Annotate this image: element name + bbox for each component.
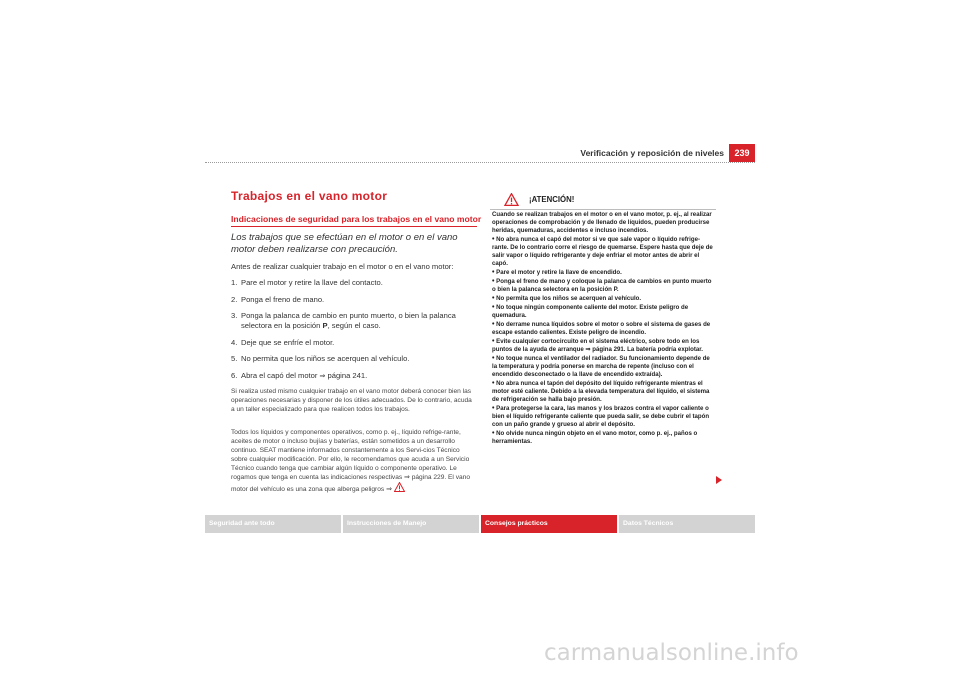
step-text: Ponga el freno de mano. (241, 294, 325, 304)
footer-tab-consejos[interactable]: Consejos prácticos (481, 515, 617, 533)
bullet-icon: • (492, 321, 495, 328)
warning-item-text: No toque nunca el ventilador del radiador. Su funcionamiento depende de la temperatura y podría ponerse en marcha de repente (incluso con el encendido desconectado o la llave de encendido extraída). (492, 355, 710, 378)
page-ref-arrow: ⇒ (404, 473, 410, 481)
list-item (231, 371, 477, 381)
step-number: 6. (231, 370, 238, 380)
list-item (231, 338, 477, 348)
warning-item (492, 304, 714, 320)
step-text: No permita que los niños se acerquen al vehículo. (241, 354, 410, 363)
step-number: 2. (231, 294, 238, 304)
warning-title: ¡ATENCIÓN! (529, 195, 575, 204)
step-number: 1. (231, 278, 238, 287)
steps-list (231, 278, 477, 387)
warning-item (492, 405, 714, 429)
list-item (231, 311, 477, 331)
bullet-icon: • (492, 355, 495, 362)
warning-item (492, 355, 714, 379)
warning-item-text: No permita que los niños se acerquen al vehículo. (496, 295, 642, 302)
page-ref-arrow: ⇒ (319, 371, 326, 380)
warning-intro: Cuando se realizan trabajos en el motor o en el vano motor, p. ej., al realizar operaciones de comprobación y de llenado de líquidos, pueden producirse heridas, quemaduras, accidentes e incluso incendios. (492, 211, 712, 234)
page-ref-link[interactable]: página 229. El vano motor del vehículo es una zona que alberga peligros (231, 474, 471, 493)
list-item (231, 354, 477, 364)
warning-item (492, 269, 714, 277)
warning-item-text: No derrame nunca líquidos sobre el motor o sobre el sistema de gases de escape estando calientes. Existe peligro de incendio. (492, 321, 711, 336)
warning-ref-arrow: ⇒ (386, 485, 392, 493)
subheading: Indicaciones de seguridad para los trabajos en el vano motor (231, 214, 477, 227)
warning-item (492, 321, 714, 337)
bullet-icon: • (492, 405, 495, 412)
running-header-title: Verificación y reposición de niveles (580, 148, 724, 158)
lead-text: Los trabajos que se efectúan en el motor o en el vano motor deben realizarse con precaución. (231, 232, 458, 255)
step-number: 5. (231, 354, 238, 363)
step-text-end: , según el caso. (327, 321, 381, 330)
warning-header (490, 189, 716, 210)
step-number: 4. (231, 337, 238, 347)
warning-item-text: Para protegerse la cara, las manos y los brazos contra el vapor caliente o bien el líquido refrigerante caliente que pueda salir, se debe cubrir el tapón con un paño grande y grueso al abrir el depósito. (492, 405, 710, 428)
warning-item (492, 338, 714, 354)
warning-item-text: No toque ningún componente caliente del motor. Existe peligro de quemadura. (492, 304, 689, 319)
warning-item (492, 430, 714, 446)
warning-triangle-icon[interactable] (394, 482, 405, 492)
warning-item-text: No abra nunca el capó del motor si ve que sale vapor o líquido refrige-rante. De lo contrario corre el riesgo de quemarse. Espere hasta que deje de salir vapor o líquido refrigerante y deje enfriar el motor antes de abrir el capó. (492, 236, 713, 267)
paragraph-1: Si realiza usted mismo cualquier trabajo en el vano motor deberá conocer bien las operaciones necesarias y disponer de los útiles adecuados. De lo contrario, acuda a un taller especializado para que realicen todos los trabajos. (231, 388, 472, 413)
step-bold: P (322, 321, 328, 330)
list-item (231, 278, 477, 288)
warning-box (490, 189, 716, 485)
footer-tab-seguridad[interactable]: Seguridad ante todo (205, 515, 341, 533)
step-text: Abra el capó del motor (241, 370, 320, 380)
warning-item (492, 295, 714, 303)
intro-text: Antes de realizar cualquier trabajo en el motor o en el vano motor: (231, 262, 454, 271)
header-divider (205, 162, 755, 163)
continue-arrow-icon (716, 476, 722, 484)
bullet-icon: • (492, 380, 495, 387)
step-text: Pare el motor y retire la llave del contacto. (241, 278, 383, 287)
warning-item-text: Pare el motor y retire la llave de encendido. (496, 269, 622, 276)
step-number: 3. (231, 311, 238, 320)
bullet-icon: • (492, 295, 495, 302)
page-number: 239 (729, 144, 755, 162)
bullet-icon: • (492, 304, 495, 311)
warning-item (492, 278, 714, 294)
watermark: carmanualsonline.info (544, 640, 799, 666)
warning-item (492, 380, 714, 404)
warning-triangle-icon (504, 193, 519, 206)
page-ref-link[interactable]: página 241. (325, 370, 368, 380)
step-text: Ponga la palanca de cambio en punto muerto, o bien la palanca selectora en la posición (241, 311, 456, 330)
list-item (231, 295, 477, 305)
paragraph-2-text: Todos los líquidos y componentes operativos, como p. ej., líquido refrige-rante, aceites de motor o incluso bujías y baterías, están sometidos a un desarrollo continuo. SEAT mantiene informados constantemente a los Servi-cios Técnico sobre cualquier modificación. Por ello, le recomendamos que acuda a un Servicio Técnico cuando tenga que cambiar algún líquido o componente operativo. Le rogamos que tenga en cuenta las indicaciones respectivas (231, 429, 470, 481)
bullet-icon: • (492, 236, 495, 243)
section-title: Trabajos en el vano motor (231, 189, 388, 203)
bullet-icon: • (492, 430, 495, 437)
footer-tab-instrucciones[interactable]: Instrucciones de Manejo (343, 515, 479, 533)
warning-item-text: No abra nunca el tapón del depósito del líquido refrigerante mientras el motor esté caliente. Debido a la elevada temperatura del líquido, el sistema de refrigeración se halla bajo presión. (492, 380, 710, 403)
warning-item-text: Evite cualquier cortocircuito en el sistema eléctrico, sobre todo en los puntos de la ayuda de arranque ⇒ página 291. La batería podría explotar. (492, 338, 703, 353)
warning-item (492, 236, 714, 268)
footer-tab-datos[interactable]: Datos Técnicos (619, 515, 755, 533)
step-text: Deje que se enfríe el motor. (241, 337, 335, 347)
warning-item-text: No olvide nunca ningún objeto en el vano motor, como p. ej., paños o herramientas. (492, 430, 698, 445)
warning-body (492, 211, 714, 447)
paragraph-2 (231, 428, 477, 494)
bullet-icon: • (492, 269, 495, 276)
bullet-icon: • (492, 278, 495, 285)
warning-item-text: Ponga el freno de mano y coloque la palanca de cambios en punto muerto o bien la palanca selectora en la posición P. (492, 278, 712, 293)
bullet-icon: • (492, 338, 495, 345)
